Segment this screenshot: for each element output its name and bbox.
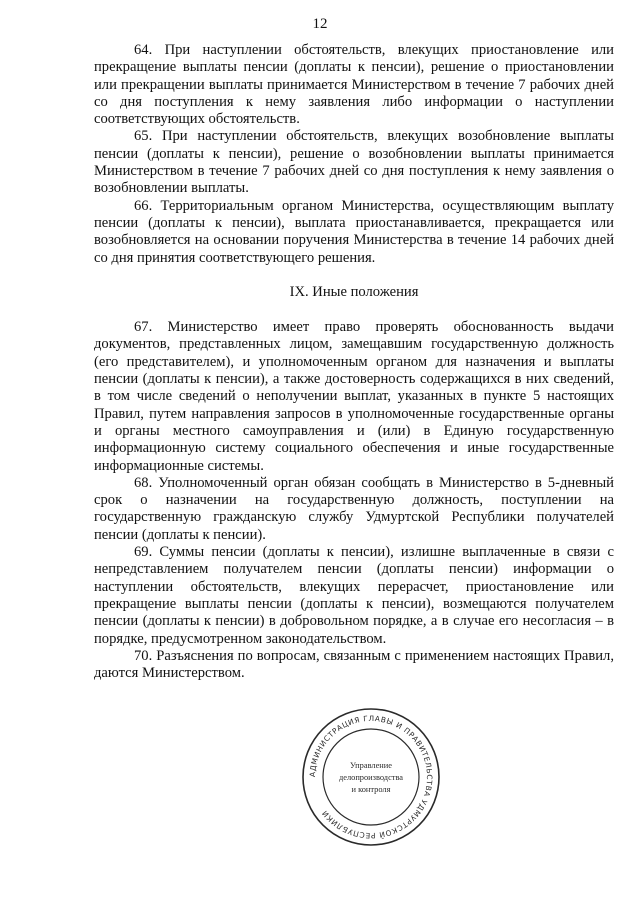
stamp-outer-text: АДМИНИСТРАЦИЯ ГЛАВЫ И ПРАВИТЕЛЬСТВА УДМУРТСКОЙ РЕСПУБЛИКИ: [307, 713, 435, 841]
stamp-center-line-2: делопроизводства: [338, 773, 404, 782]
paragraph-64: 64. При наступлении обстоятельств, влекущих приостановление или прекращение выплаты пенсии (доплаты к пенсии), решение о приостановлении или прекращении выплаты принимается Министерством в течение 7 рабочих дней со дня поступления к нему заявления либо информации о наступлении соответствующих обстоятельств.: [94, 42, 614, 128]
stamp-center-line-3: и контроля: [351, 785, 391, 794]
paragraph-65: 65. При наступлении обстоятельств, влекущих возобновление выплаты пенсии (доплаты к пенсии), решение о возобновлении выплаты принимается Министерством в течение 7 рабочих дней со дня поступления к нему заявления о возобновлении выплаты.: [94, 128, 614, 197]
paragraph-70: 70. Разъяснения по вопросам, связанным с применением настоящих Правил, даются Министерством.: [94, 647, 614, 682]
page-number: 12: [312, 16, 328, 32]
paragraph-66: 66. Территориальным органом Министерства, осуществляющим выплату пенсии (доплаты к пенсии), выплата приостанавливается, прекращается или возобновляется на основании поручения Министерства в течение 14 рабочих дней со дня принятия соответствующего решения.: [94, 197, 614, 266]
section-heading: IX. Иные положения: [289, 283, 419, 300]
paragraph-69: 69. Суммы пенсии (доплаты к пенсии), излишне выплаченные в связи с непредставлением получателем пенсии (доплаты пенсии) информации о наступлении обстоятельств, влекущих перерасчет, приостановление или прекращение выплаты пенсии (доплаты к пенсии), возмещаются получателем пенсии (доплаты к пенсии) в добровольном порядке, а в случае его несогласия – в порядке, предусмотренном законодательством.: [94, 544, 614, 647]
paragraph-68: 68. Уполномоченный орган обязан сообщать в Министерство в 5-дневный срок о назначении на государственную должность, поступлении на государственную гражданскую службу Удмуртской Республики получателей пенсии (доплаты к пенсии).: [94, 474, 614, 543]
stamp-center-line-1: Управление: [349, 761, 393, 770]
paragraph-67: 67. Министерство имеет право проверять обоснованность выдачи документов, представленных лицом, замещавшим государственную должность (его представителем), и уполномоченным органом для назначения и выплаты пенсии (доплаты к пенсии), а также достоверность содержащихся в них сведений, в том числе сведений о неполучении выплат, указанных в пункте 5 настоящих Правил, путем направления запросов в уполномоченные государственные органы и органы местного самоуправления и (или) в Единую государственную информационную систему социального обеспечения и иные государственные информационные системы.: [94, 319, 614, 474]
document-body: [94, 42, 614, 682]
official-seal-stamp: [300, 706, 442, 848]
